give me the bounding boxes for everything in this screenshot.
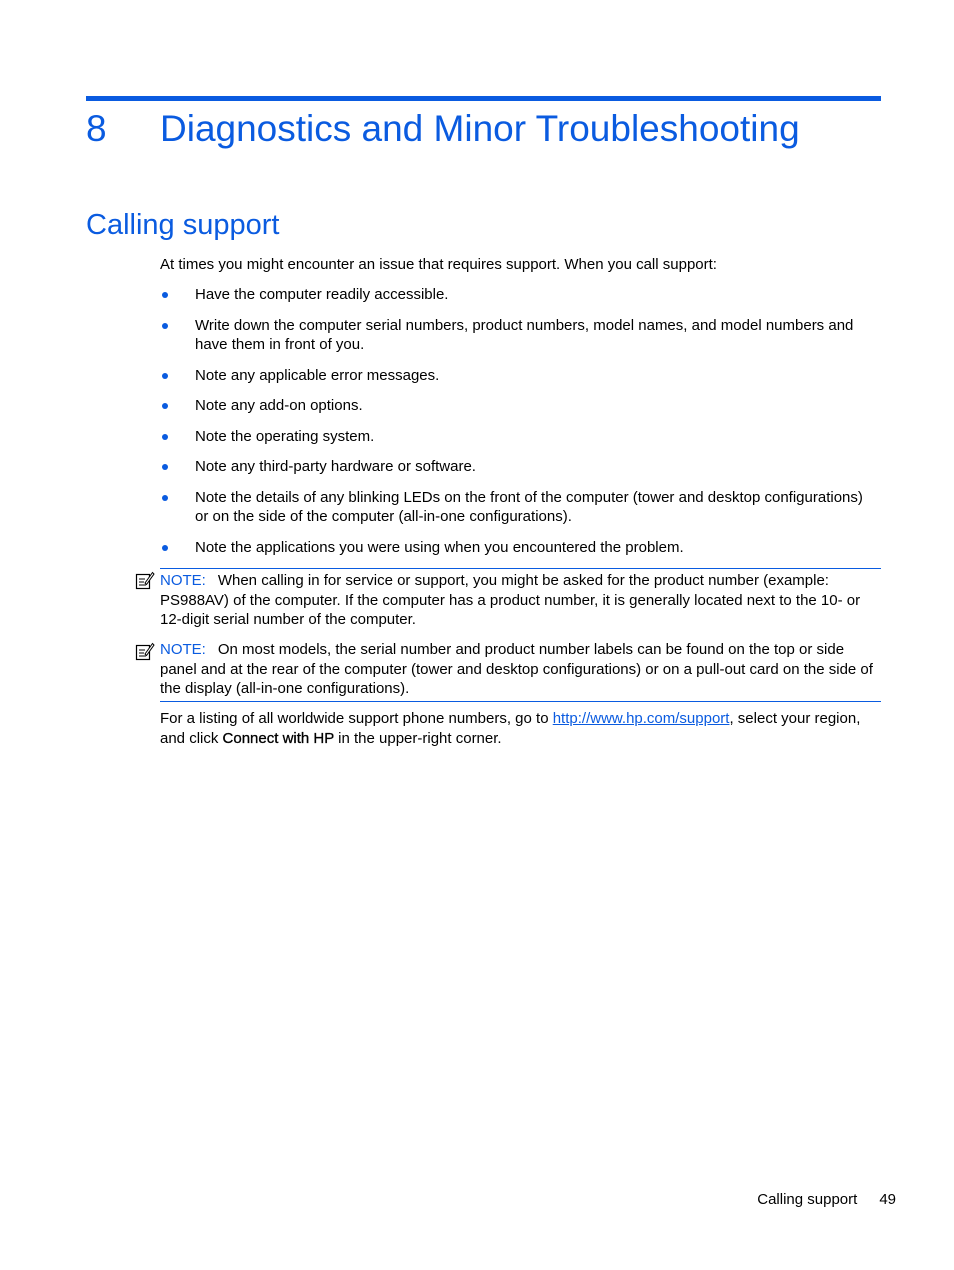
list-item: Note the applications you were using when you encountered the problem.: [160, 538, 880, 558]
page-footer: [757, 1190, 896, 1210]
bullet-icon: [162, 464, 168, 470]
note-label-location: [160, 640, 881, 702]
list-item: Note any add-on options.: [160, 396, 880, 416]
chapter-title: Diagnostics and Minor Troubleshooting: [160, 108, 800, 149]
chapter-heading: [86, 104, 886, 154]
support-checklist: [160, 285, 880, 568]
list-item: Note the details of any blinking LEDs on the front of the computer (tower and desktop configurations) or on the side of the computer (all-in-one configurations).: [160, 488, 880, 527]
intro-paragraph: At times you might encounter an issue that requires support. When you call support:: [160, 256, 717, 273]
hp-support-link[interactable]: http://www.hp.com/support: [552, 710, 730, 727]
note-text: On most models, the serial number and product number labels can be found on the top or side panel and at the rear of the computer (tower and desktop configurations) or on a pull-out card on the side of the display (all-in-one configurations).: [160, 641, 873, 697]
note-pencil-icon: [135, 571, 155, 591]
list-item: Note any third-party hardware or software.: [160, 457, 880, 477]
bullet-icon: [162, 495, 168, 501]
chapter-number: 8: [86, 108, 107, 149]
bullet-icon: [162, 434, 168, 440]
bullet-icon: [162, 323, 168, 329]
bullet-icon: [162, 545, 168, 551]
note-label: NOTE:: [160, 572, 206, 589]
footer-section-title: Calling support: [757, 1191, 858, 1208]
note-pencil-icon: [135, 642, 155, 662]
bullet-icon: [162, 373, 168, 379]
page-number: 49: [879, 1191, 896, 1208]
list-item: Note the operating system.: [160, 427, 880, 447]
list-item: Write down the computer serial numbers, product numbers, model names, and model numbers and have them in front of you.: [160, 316, 880, 355]
support-numbers-paragraph: For a listing of all worldwide support phone numbers, go to http://www.hp.com/support, select your region, and click Connect with HP in the upper-right corner.: [160, 710, 861, 747]
list-item: Have the computer readily accessible.: [160, 285, 880, 305]
note-serial-product: [160, 568, 881, 630]
section-title: Calling support: [86, 209, 280, 241]
bullet-icon: [162, 403, 168, 409]
list-item: Note any applicable error messages.: [160, 366, 880, 386]
note-text: When calling in for service or support, you might be asked for the product number (example: PS988AV) of the computer. If the computer has a product number, it is generally located next to the 10- or 12-digit serial number of the computer.: [160, 572, 861, 628]
bullet-icon: [162, 292, 168, 298]
chapter-rule: [86, 96, 881, 101]
note-label: NOTE:: [160, 641, 206, 658]
connect-with-hp-term: Connect with HP: [222, 729, 334, 747]
